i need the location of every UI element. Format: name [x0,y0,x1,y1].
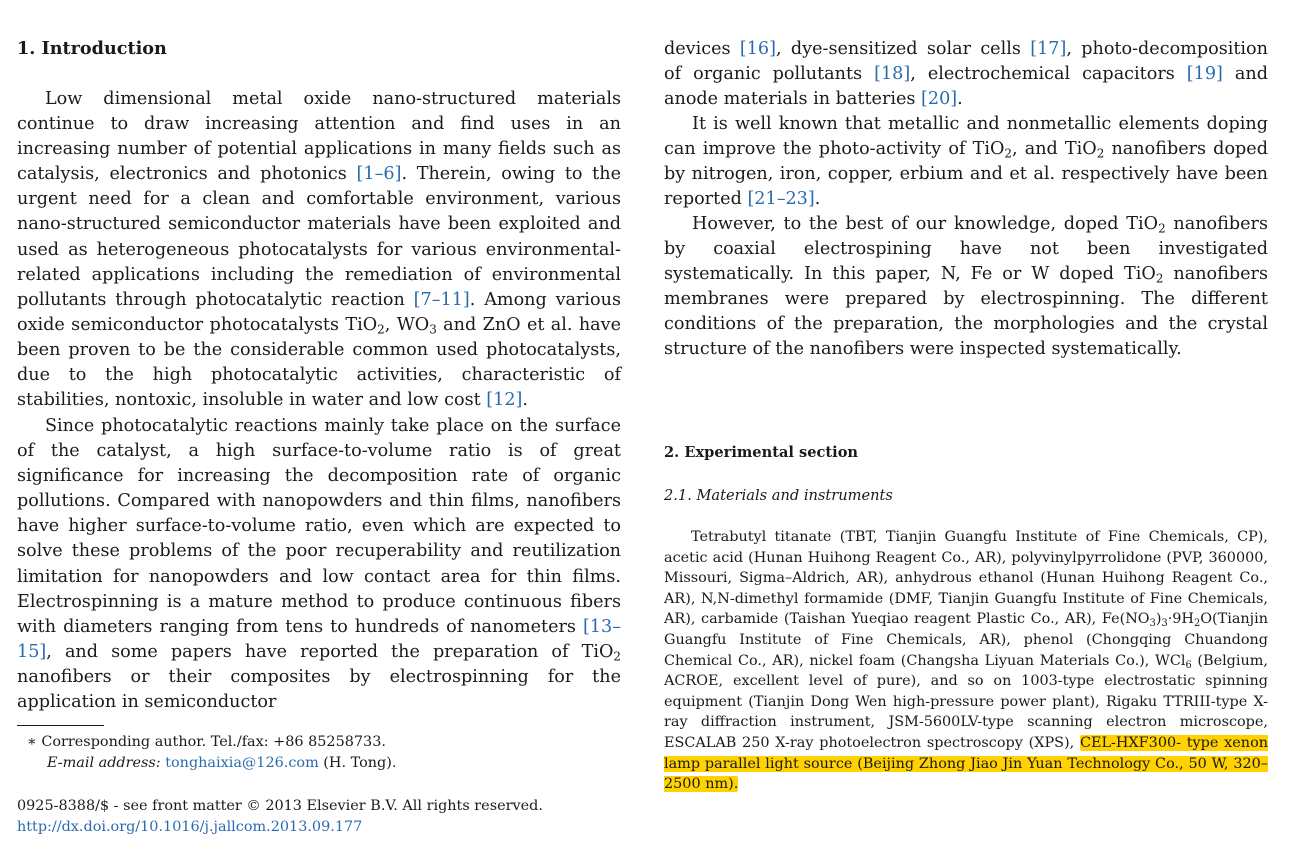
subscript: 2 [1193,618,1201,630]
text-fragment: , electrochemical capacitors [910,64,1187,85]
subsection-heading-materials: 2.1. Materials and instruments [664,487,893,504]
text-fragment: , and TiO [1011,139,1097,160]
subscript: 2 [1096,146,1105,161]
email-label: E-mail address: [47,755,166,771]
text-fragment: O(Tianjin Guangfu Institute of Fine Chemicals, AR), phenol (Chongqing Chuandong Chemical Co., AR), nickel foam (Changsha Liyuan Materials Co.), WCl [664,611,1268,669]
text-fragment: devices [664,39,740,59]
text-fragment: , WO [384,314,430,335]
section-heading-introduction: 1. Introduction [17,38,167,59]
text-fragment: , dye-sensitized solar cells [775,39,1031,59]
text-fragment: . [957,89,963,110]
text-fragment: (Belgium, ACROE, excellent level of pure), and so on 1003-type electrostatic spinning equipment (Tianjin Dong Wen high-pressure power plant), Rigaku TTRIII-type X-ray diffraction instrument, JSM-5600LV-type scanning electron microscope, ESCALAB 250 X-ray photoelectron spectroscopy (XPS), [664,652,1268,751]
citation-link[interactable]: [19] [1186,64,1223,85]
subscript: 2 [1004,146,1012,161]
subscript: 2 [613,649,621,664]
text-fragment: nanofibers membranes were prepared by electrospinning. The different conditions of the preparation, the morphologies and the crystal structure of the nanofibers were inspected systematically. [664,264,1268,360]
text-fragment: ·9H [1167,611,1194,628]
doi-link[interactable]: http://dx.doi.org/10.1016/j.jallcom.2013.09.177 [17,819,363,835]
text-fragment: , photo-decomposition of organic pollutants [664,39,1268,85]
subscript: 2 [377,322,385,337]
intro-paragraph-2 [17,414,621,715]
materials-paragraph [664,527,1268,795]
text-fragment: and ZnO et al. have been proven to be the considerable common used photocatalysts, due to the high photocatalytic activities, characteristic of stabilities, nontoxic, insoluble in water and low cost [17,314,622,411]
email-tail: (H. Tong). [318,755,397,771]
text-fragment: nanofibers doped by nitrogen, iron, copper, erbium and et al. respectively have been reported [664,139,1268,210]
text-fragment: nanofibers by coaxial electrospining have not been investigated systematically. In this paper, N, Fe or W doped TiO [664,214,1269,285]
text-fragment: Tetrabutyl titanate (TBT, Tianjin Guangfu Institute of Fine Chemicals, CP), acetic acid (Hunan Huihong Reagent Co., AR), polyvinylpyrrolidone (PVP, 360000, Missouri, Sigma–Aldrich, AR), anhydrous ethanol (Hunan Huihong Reagent Co., AR), N,N-dimethyl formamide (DMF, Tianjin Guangfu Institute of Fine Chemicals, AR), carbamide (Taishan Yueqiao reagent Plastic Co., AR), Fe(NO [664,529,1268,628]
text-fragment: Low dimensional metal oxide nano-structured materials continue to draw increasing attention and find uses in an increasing number of potential applications in many fields such as catalysis, electronics and photonics [17,89,621,185]
subscript: 3 [1149,618,1156,630]
text-fragment: , and some papers have reported the preparation of TiO [46,641,614,662]
citation-link[interactable]: [7–11] [413,289,470,310]
citation-link[interactable]: [1–6] [356,164,402,185]
intro-paragraph-3 [664,112,1268,212]
text-fragment: ) [1155,611,1162,628]
citation-link[interactable]: [12] [486,390,523,411]
subscript: 6 [1185,659,1192,671]
footnote-corresponding-author: ∗ Corresponding author. Tel./fax: +86 85258733. [27,734,386,750]
citation-link[interactable]: [21–23] [747,189,815,210]
text-fragment: However, to the best of our knowledge, doped TiO [692,214,1159,234]
section-heading-experimental: 2. Experimental section [664,444,859,461]
text-fragment: and anode materials in batteries [664,64,1268,110]
text-fragment: It is well known that metallic and nonmetallic elements doping can improve the photo-activity of TiO [664,114,1268,160]
issn-copyright: 0925-8388/$ - see front matter © 2013 Elsevier B.V. All rights reserved. [17,798,543,814]
subscript: 2 [1155,271,1164,286]
citation-link[interactable]: [13–15] [17,616,621,662]
citation-link[interactable]: [20] [921,89,958,110]
text-fragment: . Therein, owing to the urgent need for a clean and comfortable environment, various nano-structured semiconductor materials have been exploited and used as heterogeneous photocatalysts for various environmental-related applications including the remediation of environmental pollutants through photocatalytic reaction [17,164,621,310]
highlighted-text: CEL-HXF300- type xenon lamp parallel light source (Beijing Zhong Jiao Jin Yuan Technology Co., 50 W, 320–2500 nm). [664,734,1268,793]
text-fragment: Since photocatalytic reactions mainly take place on the surface of the catalyst, a high surface-to-volume ratio is of great significance for increasing the decomposition rate of organic pollutions. Compared with nanopowders and thin films, nanofibers have higher surface-to-volume ratio, even which are expected to solve these problems of the poor recuperability and reutilization limitation for nanopowders and low contact area for thin films. Electrospinning is a mature method to produce continuous fibers with diameters ranging from tens to hundreds of nanometers [17,416,621,637]
citation-link[interactable]: [18] [874,64,911,85]
intro-paragraph-1 [17,87,621,413]
citation-link[interactable]: [17] [1030,39,1067,59]
email-link[interactable]: tonghaixia@126.com [165,755,319,771]
intro-paragraph-4 [664,212,1268,363]
subscript: 3 [1161,618,1168,630]
footnote-rule [17,725,104,726]
text-fragment: . [814,189,821,210]
intro-paragraph-continued [664,37,1268,112]
citation-link[interactable]: [16] [739,39,776,59]
subscript: 3 [429,322,437,337]
text-fragment: nanofibers or their composites by electrospinning for the application in semiconductor [17,666,621,713]
footnote-email [47,753,396,773]
subscript: 2 [1158,221,1166,236]
text-fragment: . [522,390,528,411]
text-fragment: . Among various oxide semiconductor photocatalysts TiO [17,289,621,335]
